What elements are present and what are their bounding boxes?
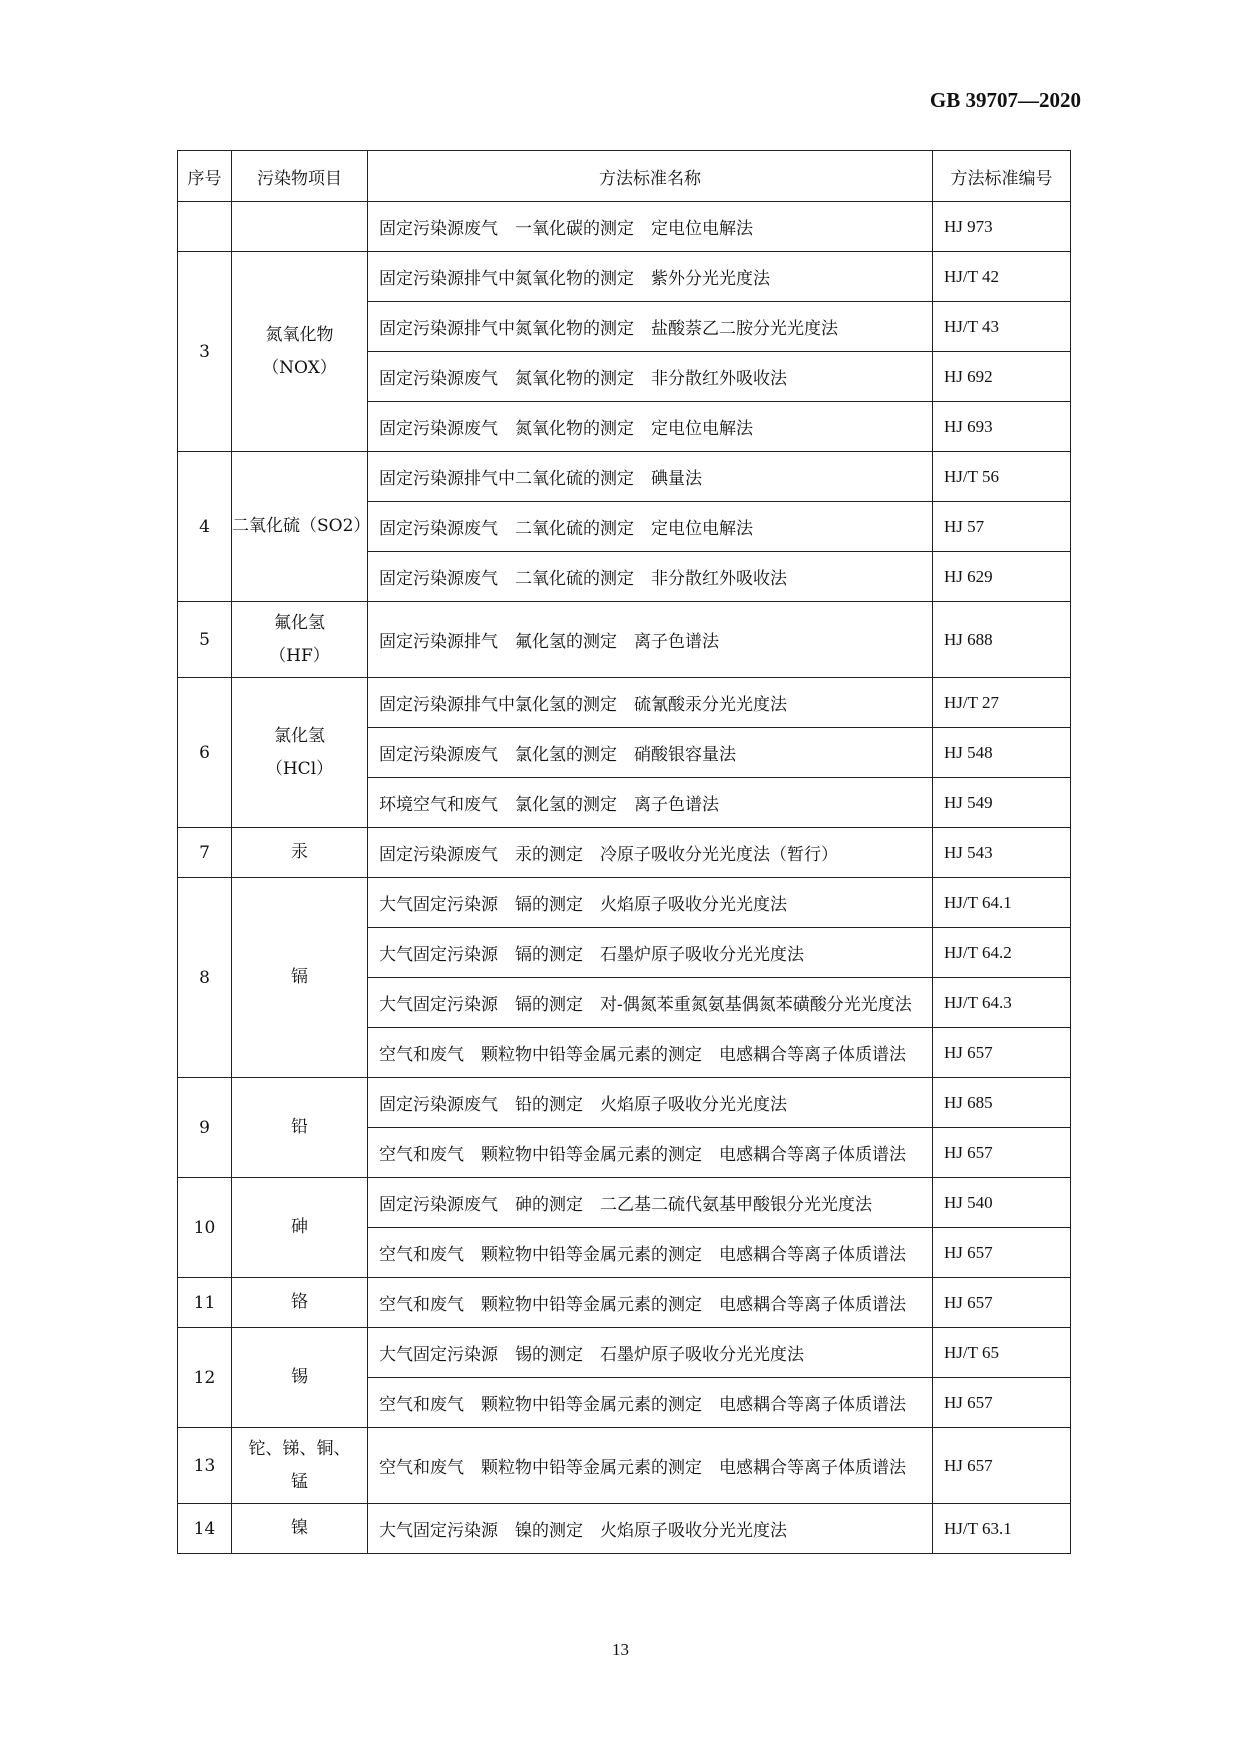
pollutant-name-line: 汞	[291, 842, 308, 863]
pollutant-name-line: 铅	[291, 1117, 308, 1138]
method-code-cell: HJ 688	[933, 602, 1071, 678]
pollutant-name-line: （HF）	[269, 645, 330, 666]
method-name-cell: 环境空气和废气 氯化氢的测定 离子色谱法	[368, 778, 933, 828]
table-header-row	[178, 151, 1071, 202]
method-code-cell: HJ/T 65	[933, 1328, 1071, 1378]
method-name-cell: 固定污染源排气 氟化氢的测定 离子色谱法	[368, 602, 933, 678]
method-code-cell: HJ/T 43	[933, 302, 1071, 352]
method-name-cell: 空气和废气 颗粒物中铅等金属元素的测定 电感耦合等离子体质谱法	[368, 1228, 933, 1278]
table-row	[178, 602, 1071, 678]
seq-cell: 7	[178, 828, 232, 878]
method-name-cell: 大气固定污染源 镉的测定 对-偶氮苯重氮氨基偶氮苯磺酸分光光度法	[368, 978, 933, 1028]
pollutant-name-line: 氟化氢	[274, 613, 325, 634]
pollutant-name-line: （NOX）	[262, 357, 337, 378]
pollutant-name-line: 镉	[291, 967, 308, 988]
seq-cell: 10	[178, 1178, 232, 1278]
pollutant-name-line: 铊、锑、铜、	[248, 1439, 351, 1460]
method-code-cell: HJ/T 56	[933, 452, 1071, 502]
table-row	[178, 878, 1071, 928]
method-code-cell: HJ/T 64.2	[933, 928, 1071, 978]
method-code-cell: HJ 657	[933, 1128, 1071, 1178]
pollutant-name-line: 锡	[291, 1367, 308, 1388]
method-code-cell: HJ/T 63.1	[933, 1504, 1071, 1554]
method-code-cell: HJ 657	[933, 1428, 1071, 1504]
seq-cell: 14	[178, 1504, 232, 1554]
seq-cell: 13	[178, 1428, 232, 1504]
pollutant-cell	[232, 678, 368, 828]
seq-cell: 8	[178, 878, 232, 1078]
method-code-cell: HJ 629	[933, 552, 1071, 602]
table-row	[178, 1428, 1071, 1504]
method-code-cell: HJ/T 64.1	[933, 878, 1071, 928]
method-name-cell: 固定污染源废气 氮氧化物的测定 非分散红外吸收法	[368, 352, 933, 402]
table-body	[178, 202, 1071, 1554]
pollutant-cell	[232, 452, 371, 602]
method-name-cell: 固定污染源废气 铅的测定 火焰原子吸收分光光度法	[368, 1078, 933, 1128]
page-number: 13	[612, 1640, 629, 1659]
method-name-cell: 大气固定污染源 镍的测定 火焰原子吸收分光光度法	[368, 1504, 933, 1554]
method-name-cell: 固定污染源废气 二氧化硫的测定 定电位电解法	[368, 502, 933, 552]
pollutant-cell	[232, 202, 368, 252]
table-row	[178, 828, 1071, 878]
method-name-cell: 空气和废气 颗粒物中铅等金属元素的测定 电感耦合等离子体质谱法	[368, 1378, 933, 1428]
table-row	[178, 1328, 1071, 1378]
pollutant-cell	[232, 878, 368, 1078]
pollutant-cell	[232, 1278, 368, 1328]
table-row	[178, 1078, 1071, 1128]
method-name-cell: 固定污染源排气中二氧化硫的测定 碘量法	[368, 452, 933, 502]
method-name-cell: 固定污染源废气 砷的测定 二乙基二硫代氨基甲酸银分光光度法	[368, 1178, 933, 1228]
method-name-cell: 大气固定污染源 锡的测定 石墨炉原子吸收分光光度法	[368, 1328, 933, 1378]
method-code-cell: HJ 543	[933, 828, 1071, 878]
method-code-cell: HJ 548	[933, 728, 1071, 778]
table-row	[178, 452, 1071, 502]
header-method-name: 方法标准名称	[368, 151, 933, 202]
method-code-cell: HJ 57	[933, 502, 1071, 552]
seq-cell: 4	[178, 452, 232, 602]
table-row	[178, 252, 1071, 302]
seq-cell: 5	[178, 602, 232, 678]
pollutant-cell	[232, 252, 368, 452]
method-name-cell: 固定污染源废气 氯化氢的测定 硝酸银容量法	[368, 728, 933, 778]
method-code-cell: HJ 657	[933, 1378, 1071, 1428]
pollutant-cell	[232, 602, 368, 678]
pollutant-name-line: 铬	[291, 1292, 308, 1313]
pollutant-name-line: 锰	[291, 1471, 308, 1492]
pollutant-cell	[232, 1078, 368, 1178]
pollutant-name-line: 砷	[291, 1217, 308, 1238]
method-name-cell: 大气固定污染源 镉的测定 石墨炉原子吸收分光光度法	[368, 928, 933, 978]
pollutant-cell	[232, 828, 368, 878]
table-row	[178, 1178, 1071, 1228]
method-code-cell: HJ 693	[933, 402, 1071, 452]
pollutant-name-line: 氯化氢	[274, 726, 325, 747]
table-row	[178, 1504, 1071, 1554]
method-name-cell: 固定污染源废气 一氧化碳的测定 定电位电解法	[368, 202, 933, 252]
seq-cell: 6	[178, 678, 232, 828]
method-code-cell: HJ 657	[933, 1028, 1071, 1078]
method-name-cell: 固定污染源排气中氯化氢的测定 硫氰酸汞分光光度法	[368, 678, 933, 728]
method-code-cell: HJ 657	[933, 1278, 1071, 1328]
header-pollutant: 污染物项目	[232, 151, 368, 202]
method-code-cell: HJ 657	[933, 1228, 1071, 1278]
pollutant-cell	[232, 1428, 368, 1504]
method-name-cell: 空气和废气 颗粒物中铅等金属元素的测定 电感耦合等离子体质谱法	[368, 1128, 933, 1178]
method-code-cell: HJ 692	[933, 352, 1071, 402]
pollutant-name-line: 二氧化硫（SO2）	[232, 516, 371, 537]
method-code-cell: HJ/T 64.3	[933, 978, 1071, 1028]
pollutant-name-line: 镍	[291, 1518, 308, 1539]
seq-cell: 12	[178, 1328, 232, 1428]
method-name-cell: 空气和废气 颗粒物中铅等金属元素的测定 电感耦合等离子体质谱法	[368, 1278, 933, 1328]
method-name-cell: 固定污染源废气 二氧化硫的测定 非分散红外吸收法	[368, 552, 933, 602]
method-name-cell: 固定污染源废气 氮氧化物的测定 定电位电解法	[368, 402, 933, 452]
standard-code: GB 39707—2020	[929, 88, 1081, 112]
seq-cell	[178, 202, 232, 252]
pollutant-cell	[232, 1504, 368, 1554]
method-name-cell: 固定污染源废气 汞的测定 冷原子吸收分光光度法（暂行）	[368, 828, 933, 878]
pollutant-cell	[232, 1328, 368, 1428]
pollutant-name-line: 氮氧化物	[265, 325, 334, 346]
table-row	[178, 202, 1071, 252]
method-code-cell: HJ 549	[933, 778, 1071, 828]
method-code-cell: HJ 540	[933, 1178, 1071, 1228]
method-code-cell: HJ 973	[933, 202, 1071, 252]
table-row	[178, 678, 1071, 728]
table-row	[178, 1278, 1071, 1328]
method-name-cell: 固定污染源排气中氮氧化物的测定 盐酸萘乙二胺分光光度法	[368, 302, 933, 352]
method-code-cell: HJ/T 42	[933, 252, 1071, 302]
header-method-code: 方法标准编号	[933, 151, 1071, 202]
pollutant-name-line: （HCl）	[265, 758, 334, 779]
method-name-cell: 空气和废气 颗粒物中铅等金属元素的测定 电感耦合等离子体质谱法	[368, 1428, 933, 1504]
method-name-cell: 固定污染源排气中氮氧化物的测定 紫外分光光度法	[368, 252, 933, 302]
pollutant-cell	[232, 1178, 368, 1278]
method-name-cell: 大气固定污染源 镉的测定 火焰原子吸收分光光度法	[368, 878, 933, 928]
method-code-cell: HJ 685	[933, 1078, 1071, 1128]
method-code-cell: HJ/T 27	[933, 678, 1071, 728]
methods-table	[177, 150, 1071, 1554]
seq-cell: 3	[178, 252, 232, 452]
method-name-cell: 空气和废气 颗粒物中铅等金属元素的测定 电感耦合等离子体质谱法	[368, 1028, 933, 1078]
seq-cell: 9	[178, 1078, 232, 1178]
header-seq: 序号	[178, 151, 232, 202]
seq-cell: 11	[178, 1278, 232, 1328]
